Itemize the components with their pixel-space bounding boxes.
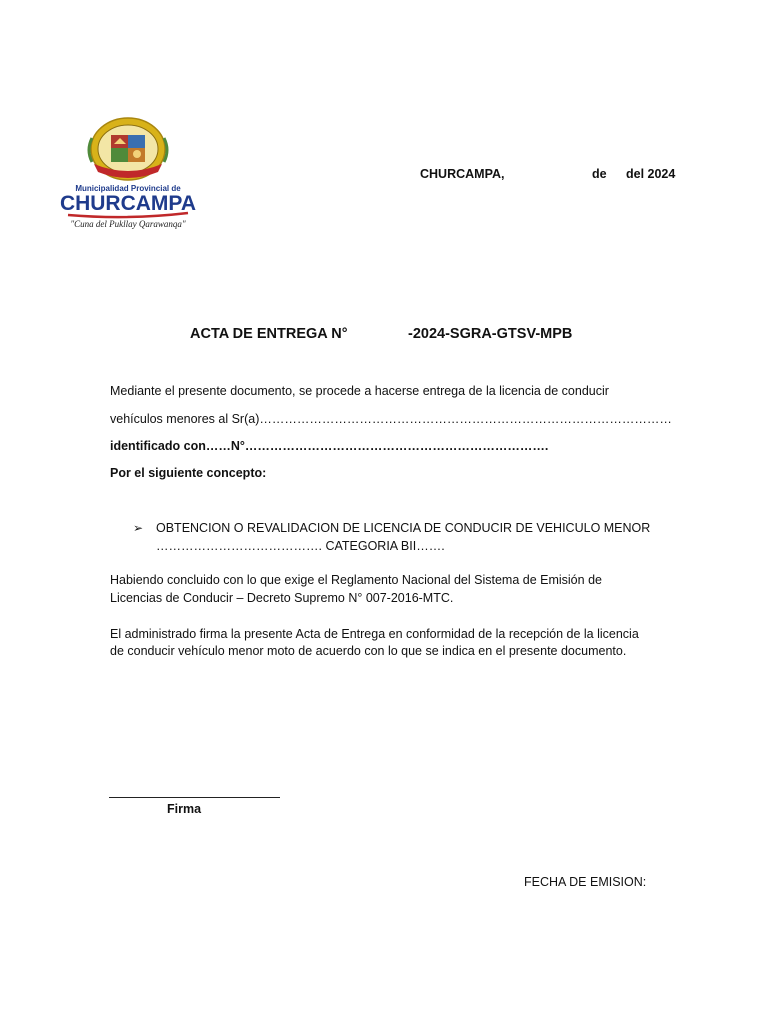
- document-title-left: ACTA DE ENTREGA N°: [190, 326, 348, 342]
- logo-municipality-label: Municipalidad Provincial de: [75, 184, 181, 193]
- body-line-4: Por el siguiente concepto:: [110, 466, 267, 480]
- body-line-3: identificado con……N°……………………………………………………………….: [110, 439, 549, 453]
- crest-emblem: [48, 104, 208, 244]
- paragraph-2-line-2: de conducir vehículo menor moto de acuerdo con lo que se indica en el presente documento.: [110, 644, 627, 658]
- signature-line: [109, 797, 280, 798]
- document-title-right: -2024-SGRA-GTSV-MPB: [408, 326, 573, 342]
- body-line-1: Mediante el presente documento, se procede a hacerse entrega de la licencia de conducir: [110, 384, 609, 398]
- date-de-label: de: [592, 167, 607, 181]
- paragraph-1-line-2: Licencias de Conducir – Decreto Supremo N° 007-2016-MTC.: [110, 591, 454, 605]
- bullet-item-line-2: …………………………………. CATEGORIA BII…….: [156, 539, 445, 553]
- bullet-item-line-1: OBTENCION O REVALIDACION DE LICENCIA DE CONDUCIR DE VEHICULO MENOR: [156, 521, 651, 535]
- paragraph-2-line-1: El administrado firma la presente Acta de Entrega en conformidad de la recepción de la licencia: [110, 627, 639, 641]
- logo-name: CHURCAMPA: [59, 192, 197, 215]
- paragraph-1-line-1: Habiendo concluido con lo que exige el Reglamento Nacional del Sistema de Emisión de: [110, 573, 602, 587]
- city-label: CHURCAMPA,: [420, 167, 505, 181]
- issue-date-label: FECHA DE EMISION:: [524, 875, 647, 889]
- signature-label: Firma: [167, 802, 202, 816]
- logo-tagline: "Cuna del Pukllay Qarawanqa": [70, 219, 186, 229]
- body-line-2: vehículos menores al Sr(a)………………………………………………………………………………………: [110, 412, 672, 426]
- date-year-label: del 2024: [626, 167, 676, 181]
- arrow-bullet-icon: ➢: [133, 521, 144, 535]
- municipality-logo: [48, 104, 208, 244]
